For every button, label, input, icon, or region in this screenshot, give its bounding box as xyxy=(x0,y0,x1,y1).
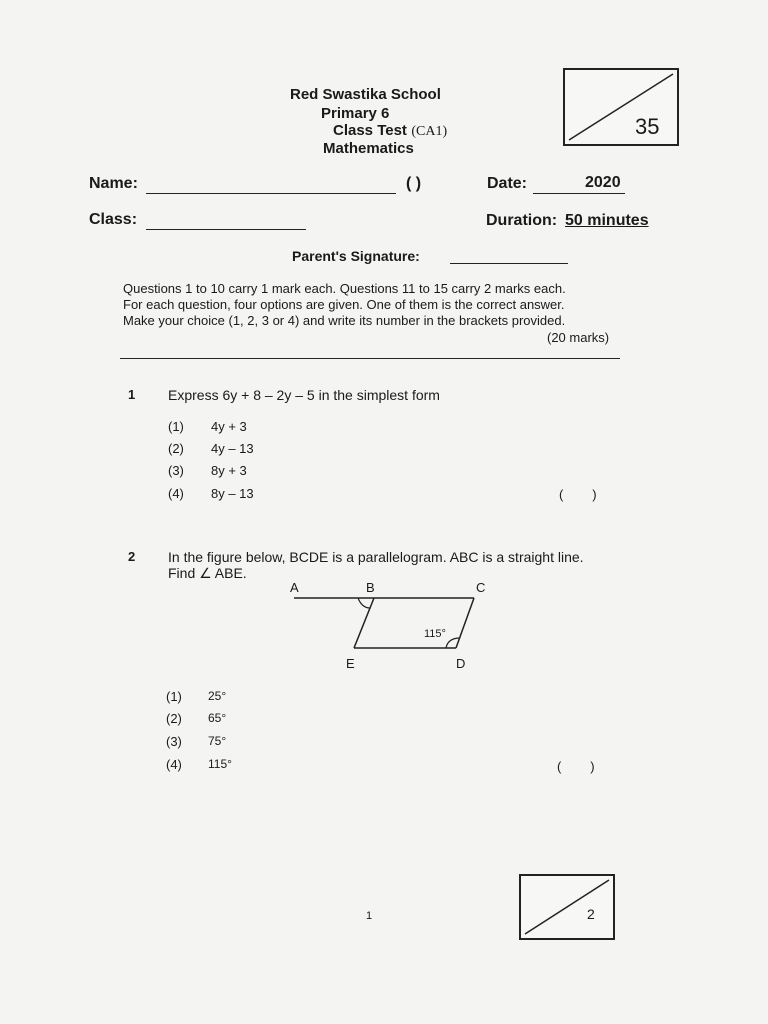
question-1-number: 1 xyxy=(128,387,136,402)
signature-label: Parent's Signature: xyxy=(292,248,420,264)
test-title xyxy=(333,122,447,140)
page-marks-value: 2 xyxy=(587,906,595,922)
class-level: Primary 6 xyxy=(321,105,390,122)
total-marks: (20 marks) xyxy=(547,330,610,345)
q1-option-3-value: 8y + 3 xyxy=(211,463,247,478)
q2-option-1-label: (1) xyxy=(166,689,182,704)
angle-arc-b xyxy=(358,598,370,608)
name-label: Name: xyxy=(89,175,138,192)
score-value: 35 xyxy=(635,114,660,139)
page-number: 1 xyxy=(366,910,373,922)
score-diagonal xyxy=(565,70,677,144)
school-name: Red Swastika School xyxy=(290,86,441,103)
vertex-a-label: A xyxy=(290,580,299,595)
q2-option-4-label: (4) xyxy=(166,757,182,772)
vertex-e-label: E xyxy=(346,656,355,671)
q1-option-4-value: 8y – 13 xyxy=(211,486,254,501)
vertex-d-label: D xyxy=(456,656,466,671)
duration-value: 50 minutes xyxy=(565,212,649,229)
vertex-b-label: B xyxy=(366,580,375,595)
q1-answer-brackets[interactable]: ( ) xyxy=(559,487,597,502)
question-2-number: 2 xyxy=(128,549,136,564)
test-code: (CA1) xyxy=(411,124,448,139)
parallelogram-diagram xyxy=(280,578,500,678)
q2-option-1-value: 25° xyxy=(208,689,227,703)
angle-115-label: 115° xyxy=(424,628,446,640)
date-label: Date: xyxy=(487,175,528,192)
class-field[interactable] xyxy=(146,212,306,230)
question-1-text: Express 6y + 8 – 2y – 5 in the simplest form xyxy=(168,387,440,403)
q1-option-3-label: (3) xyxy=(168,463,184,478)
q2-option-3-label: (3) xyxy=(166,734,182,749)
q1-option-2-value: 4y – 13 xyxy=(211,441,254,456)
subject-title: Mathematics xyxy=(323,140,414,157)
parallelogram-figure xyxy=(280,578,500,678)
question-2-text-line-2: Find ∠ ABE. xyxy=(168,565,247,581)
signature-field[interactable] xyxy=(450,249,568,264)
instructions-line-2: For each question, four options are given. One of them is the correct answer. xyxy=(123,297,565,312)
page-marks-diagonal xyxy=(521,876,613,938)
q2-option-2-value: 65° xyxy=(208,711,227,725)
name-field[interactable] xyxy=(146,176,396,194)
class-label: Class: xyxy=(89,211,138,228)
score-box xyxy=(563,68,679,146)
instructions-line-1: Questions 1 to 10 carry 1 mark each. Questions 11 to 15 carry 2 marks each. xyxy=(123,281,566,296)
side-dc xyxy=(456,598,474,648)
q1-option-4-label: (4) xyxy=(168,486,184,501)
date-value: 2020 xyxy=(585,174,621,191)
instructions-line-3: Make your choice (1, 2, 3 or 4) and write its number in the brackets provided. xyxy=(123,313,566,328)
q1-option-1-label: (1) xyxy=(168,419,184,434)
question-2-text-line-1: In the figure below, BCDE is a parallelogram. ABC is a straight line. xyxy=(168,549,584,565)
page-marks-box xyxy=(519,874,615,940)
q2-answer-brackets[interactable]: ( ) xyxy=(557,759,595,774)
q2-option-4-value: 115° xyxy=(208,757,232,771)
q2-option-3-value: 75° xyxy=(208,734,227,748)
register-number-field[interactable]: ( ) xyxy=(406,175,422,192)
q2-option-2-label: (2) xyxy=(166,711,182,726)
side-be xyxy=(354,598,374,648)
q1-option-1-value: 4y + 3 xyxy=(211,419,247,434)
test-name: Class Test xyxy=(333,122,407,139)
divider xyxy=(120,358,620,359)
vertex-c-label: C xyxy=(476,580,486,595)
q1-option-2-label: (2) xyxy=(168,441,184,456)
duration-label: Duration: xyxy=(486,212,558,229)
